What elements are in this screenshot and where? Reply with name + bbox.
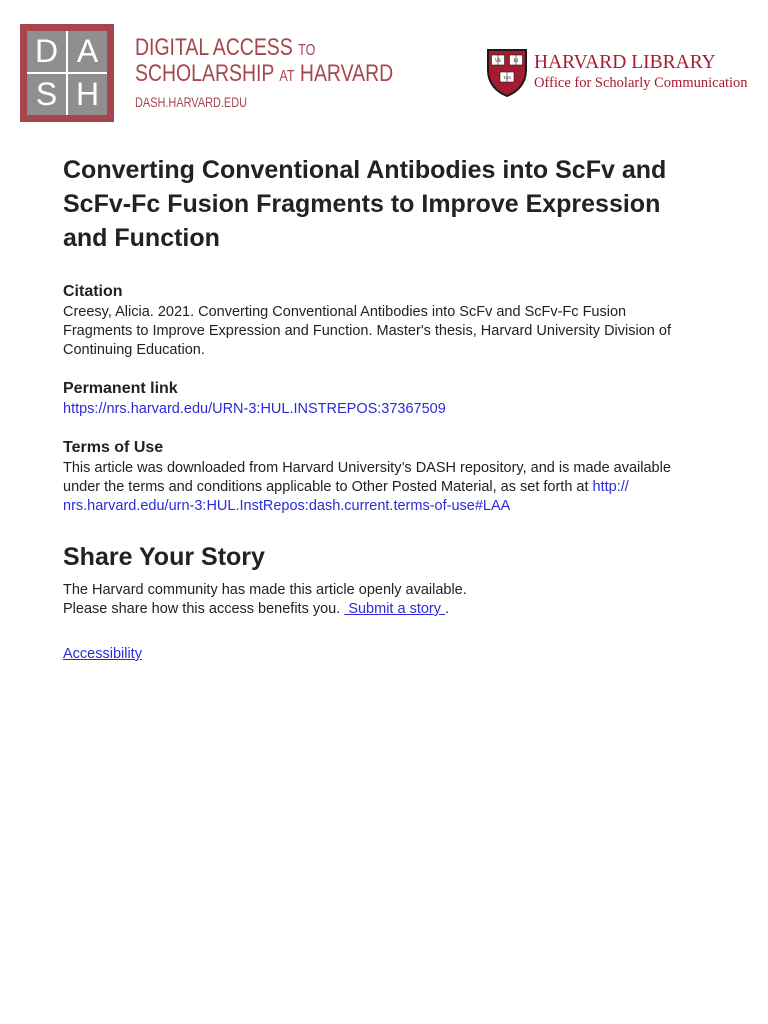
document-title-line: Converting Conventional Antibodies into ScFv and [63, 156, 667, 184]
terms-of-use-link-part2[interactable]: nrs.harvard.edu/urn-3:HUL.InstRepos:dash.current.terms-of-use#LAA [63, 498, 511, 514]
accessibility-link[interactable]: Accessibility [63, 646, 142, 662]
citation-line: Continuing Education. [63, 342, 205, 358]
permanent-link[interactable]: https://nrs.harvard.edu/URN-3:HUL.INSTREPOS:37367509 [63, 401, 446, 417]
share-text [63, 581, 467, 619]
dash-wordmark-line1 [135, 36, 315, 63]
dash-wordmark-line2 [135, 62, 393, 89]
shield-book-icon [510, 55, 523, 65]
submit-story-link[interactable]: Submit a story [344, 601, 446, 617]
document-title-line: ScFv-Fc Fusion Fragments to Improve Expression [63, 190, 661, 218]
dash-logo-letter: A [68, 31, 107, 72]
terms-line [63, 497, 671, 516]
dash-logo-letter: H [68, 74, 107, 115]
dash-wordmark-scholarship: SCHOLARSHIP [135, 60, 275, 87]
dash-wordmark [135, 0, 402, 120]
document-title [63, 153, 666, 255]
share-your-story-heading: Share Your Story [63, 543, 265, 571]
citation-text [63, 303, 671, 360]
harvard-shield-icon [486, 48, 528, 98]
shield-motto-ri: RI [513, 59, 519, 64]
terms-of-use-heading: Terms of Use [63, 439, 164, 456]
share-line [63, 600, 467, 619]
document-title-line: and Function [63, 224, 220, 252]
share-line-end: . [445, 601, 450, 617]
accessibility-block [63, 645, 142, 664]
citation-line: Creesy, Alicia. 2021. Converting Conventional Antibodies into ScFv and ScFv-Fc Fusion [63, 304, 627, 320]
terms-line: This article was downloaded from Harvard University’s DASH repository, and is made available [63, 460, 671, 476]
citation-line: Fragments to Improve Expression and Function. Master's thesis, Harvard University Division of [63, 323, 671, 339]
shield-motto-ve: VE [494, 59, 502, 64]
shield-motto-tas: TAS [502, 75, 512, 80]
shield-book-icon [492, 55, 505, 65]
dash-logo [20, 24, 114, 122]
share-line: The Harvard community has made this article openly available. [63, 582, 467, 598]
harvard-library-title: HARVARD LIBRARY [534, 52, 716, 73]
citation-heading: Citation [63, 283, 123, 300]
terms-of-use-text [63, 459, 671, 516]
dash-logo-letter: D [27, 31, 66, 72]
dash-logo-grid [27, 31, 107, 115]
terms-line-text: under the terms and conditions applicable to Other Posted Material, as set forth at [63, 479, 593, 495]
share-line-text: Please share how this access benefits you. [63, 601, 345, 617]
dash-url: DASH.HARVARD.EDU [135, 95, 248, 110]
dash-logo-letter: S [27, 74, 66, 115]
permanent-link-heading: Permanent link [63, 380, 178, 397]
shield-book-icon [500, 72, 514, 82]
terms-line [63, 478, 671, 497]
dash-wordmark-at: AT [279, 68, 295, 85]
harvard-library-subtitle: Office for Scholarly Communication [534, 75, 748, 91]
terms-of-use-link-part1[interactable]: http:// [592, 479, 629, 495]
dash-wordmark-harvard: HARVARD [299, 60, 394, 87]
permanent-link-block [63, 400, 446, 419]
dash-wordmark-to: TO [298, 42, 316, 59]
dash-wordmark-digital-access: DIGITAL ACCESS [135, 34, 293, 61]
